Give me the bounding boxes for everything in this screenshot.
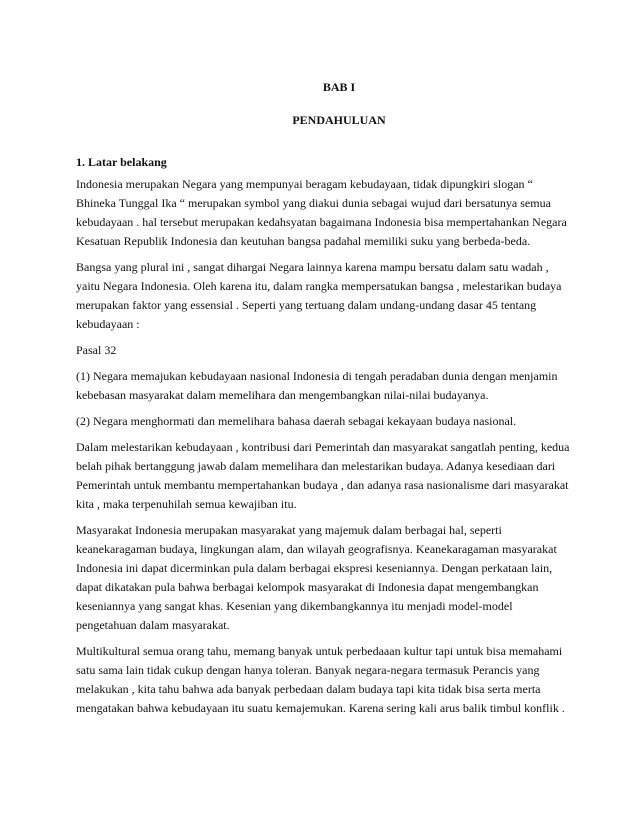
paragraph-pasal-clause-2: (2) Negara menghormati dan memelihara bahasa daerah sebagai kekayaan budaya nasional. — [76, 414, 517, 428]
paragraph-diversity: Masyarakat Indonesia merupakan masyarakat yang majemuk dalam berbagai hal, seperti keanekaragaman budaya, lingkungan alam, dan wilayah geografisnya. Keanekaragaman masyarakat Indonesia ini dapat dicerminkan pula dalam berbagai ekspresi keseniannya. Dengan perkataan lain, dapat dikatakan pula bahwa berbagai kelompok masyarakat di Indonesia dapat mengembangkan keseniannya yang sangat khas. Kesenian yang dikembangkannya itu menjadi model-model pengetahuan dalam masyarakat. — [76, 523, 557, 632]
paragraph-plural-nation: Bangsa yang plural ini , sangat dihargai Negara lainnya karena mampu bersatu dalam satu wadah , yaitu Negara Indonesia. Oleh karena itu, dalam rangka mempersatukan bangsa , melestarikan budaya merupakan faktor yang essensial . Seperti yang tertuang dalam undang-undang dasar 45 tentang kebudayaan : — [76, 260, 562, 331]
paragraph-intro: Indonesia merupakan Negara yang mempunyai beragam kebudayaan, tidak dipungkiri slogan “ Bhineka Tunggal Ika “ merupakan symbol yang diakui dunia sebagai wujud dari bersatunya semua kebudayaan . hal tersebut merupakan kedahsyatan bagaimana Indonesia bisa mempertahankan Negara Kesatuan Republik Indonesia dan keutuhan bangsa padahal memiliki suku yang berbeda-beda. — [76, 177, 567, 248]
paragraph-multicultural: Multikultural semua orang tahu, memang banyak untuk perbedaaan kultur tapi untuk bisa memahami satu sama lain tidak cukup dengan hanya toleran. Banyak negara-negara termasuk Perancis yang melakukan , kita tahu bahwa ada banyak perbedaan dalam budaya tapi kita tidak bisa serta merta mengatakan bahwa kebudayaan itu suatu kemajemukan. Karena sering kali arus balik timbul konflik . — [76, 644, 565, 715]
section-heading: 1. Latar belakang — [76, 155, 167, 169]
paragraph-preservation: Dalam melestarikan kebudayaan , kontribusi dari Pemerintah dan masyarakat sangatlah penting, kedua belah pihak bertanggung jawab dalam memelihara dan melestarikan budaya. Adanya kesediaan dari Pemerintah untuk membantu mempertahankan budaya , dan adanya rasa nasionalisme dari masyarakat kita , maka terpenuhilah semua kewajiban itu. — [76, 440, 570, 511]
paragraph-pasal-clause-1: (1) Negara memajukan kebudayaan nasional Indonesia di tengah peradaban dunia dengan menjamin kebebasan masyarakat dalam memelihara dan mengembangkan nilai-nilai budayanya. — [76, 369, 558, 402]
chapter-title: PENDAHULUAN — [292, 113, 386, 127]
paragraph-pasal-label: Pasal 32 — [76, 343, 117, 357]
chapter-number: BAB I — [322, 80, 356, 94]
document-body — [76, 153, 574, 725]
